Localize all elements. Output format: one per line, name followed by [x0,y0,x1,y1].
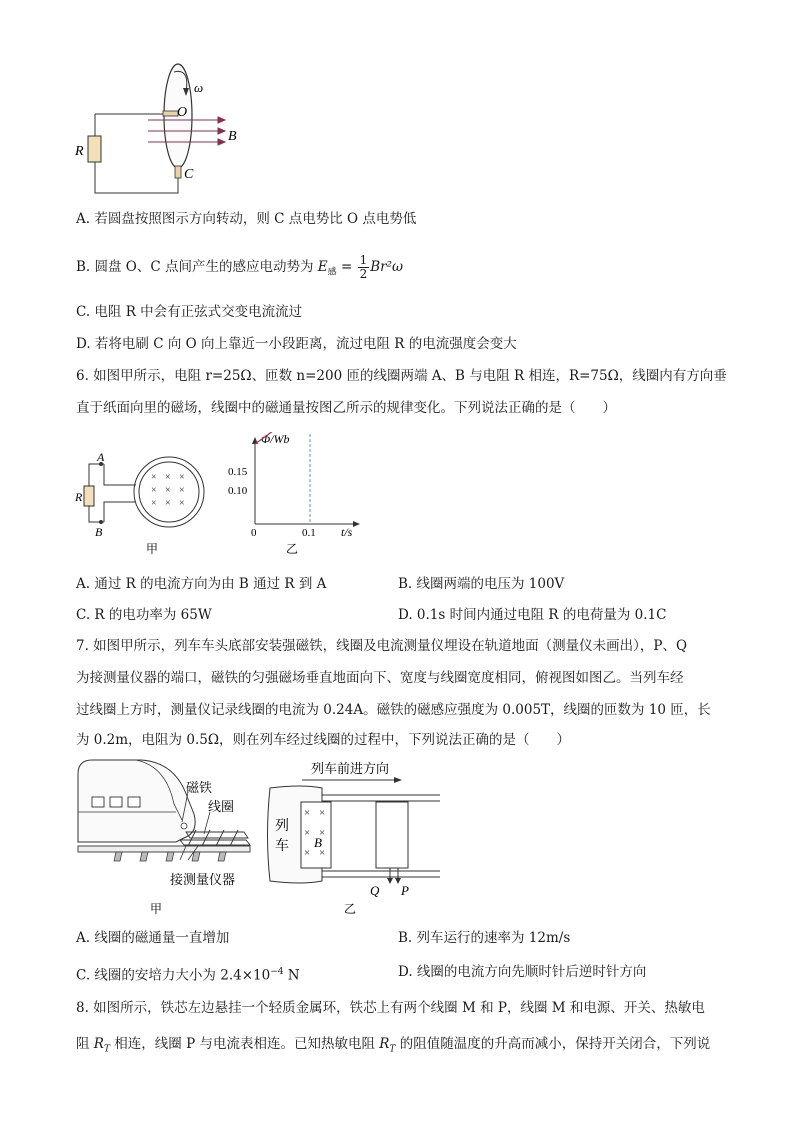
field-cross-mark: × [179,498,185,509]
magnet-label: 磁铁 [186,780,213,795]
q7-option-d: D. 线圈的电流方向先顺时针后逆时针方向 [398,964,647,980]
terminal-a-label: A [97,452,105,464]
y-tick-label: 0.10 [228,485,248,497]
resistor-r-label: R [75,144,84,159]
q8-stem-line-1: 8. 如图所示，铁芯左边悬挂一个轻质金属环，铁芯上有两个线圈 M 和 P，线圈 M 和电源、开关、热敏电 [76,1000,705,1016]
origin-label: 0 [251,527,257,539]
thermistor-symbol: R [93,1036,104,1052]
terminal-b-label: B [95,525,103,539]
field-cross-mark: × [165,498,171,509]
q8-stem-prefix: 阻 [76,1036,94,1052]
q8-stem-middle: 相连，线圈 P 与电流表相连。已知热敏电阻 [109,1036,380,1052]
thermistor-subscript: T [103,1044,110,1055]
figure-caption-jia: 甲 [146,542,159,556]
field-cross-mark: × [179,472,185,483]
q5-option-b [76,254,403,283]
q7-stem-line-2: 为接测量仪器的端口，磁铁的匀强磁场垂直地面向下、宽度与线圈宽度相同，俯视图如图乙。当列车经 [76,670,684,686]
figure-caption-yi: 乙 [286,542,299,556]
q5-option-b-prefix: B. 圆盘 O、C 点间产生的感应电动势为 [76,259,318,275]
ampere-force-unit: N [283,967,300,984]
point-c-label: C [184,167,194,182]
instrument-label: 接测量仪器 [170,872,236,887]
coil-label: 线圈 [208,799,235,814]
x-axis-label: t/s [341,525,353,539]
q8-stem-suffix: 的阻值随温度的升高而减小，保持开关闭合，下列说 [395,1036,711,1052]
figure-caption-jia: 甲 [150,902,163,916]
q7-stem-line-4: 为 0.2m，电阻为 0.5Ω，则在列车经过线圈的过程中，下列说法正确的是（ ） [76,732,571,748]
omega-label: ω [194,80,204,95]
terminal-q-label: Q [370,883,380,898]
x-tick-label: 0.1 [302,527,316,539]
figure-q5-disk-generator [70,58,260,203]
field-b-label: B [228,129,237,144]
terminal-p-label: P [401,883,409,898]
resistor-r-label: R [75,490,83,504]
field-cross-mark: × [151,472,157,483]
emf-subscript: 感 [327,267,337,278]
figure-q6-flux-graph [225,432,365,562]
field-cross-mark: × [179,485,185,496]
thermistor-symbol: R [379,1036,390,1052]
q7-stem-line-1: 7. 如图甲所示，列车车头底部安装强磁铁，线圈及电流测量仪埋设在轨道地面（测量仪未画出），P、Q [76,638,688,654]
emf-symbol: E [317,259,328,275]
ampere-force-value: 2.4×10 [220,967,271,984]
thermistor-subscript: T [389,1044,396,1055]
fraction-numerator: 1 [359,253,368,267]
train-label-1: 列 [275,819,289,834]
field-cross-mark: × [319,827,326,839]
figure-q6-coil-circuit [74,452,224,562]
q6-option-d: D. 0.1s 时间内通过电阻 R 的电荷量为 0.1C [398,607,667,623]
fraction-half [358,254,370,281]
q6-option-b: B. 线圈两端的电压为 100V [398,576,565,592]
field-b-label: B [314,835,322,850]
figure-q7-top-view [262,754,452,916]
q5-option-d: D. 若将电刷 C 向 O 向上靠近一小段距离，流过电阻 R 的电流强度会变大 [76,336,517,352]
y-tick-label: 0.15 [228,466,248,478]
direction-label: 列车前进方向 [311,761,390,776]
q6-option-c: C. R 的电功率为 65W [76,607,212,623]
q6-option-a: A. 通过 R 的电流方向为由 B 通过 R 到 A [76,576,327,592]
field-cross-mark: × [165,485,171,496]
ampere-force-exponent: −4 [270,967,284,977]
q7-stem-line-3: 过线圈上方时，测量仪记录线圈的电流为 0.24A。磁铁的磁感应强度为 0.005T，线圈的匝数为 10 匝，长 [76,702,711,718]
q7-option-c-prefix: C. 线圈的安培力大小为 [76,967,221,984]
field-cross-mark: × [165,472,171,483]
point-o-label: O [177,105,188,120]
field-cross-mark: × [151,498,157,509]
field-cross-mark: × [304,847,311,859]
q7-option-b: B. 列车运行的速率为 12m/s [398,930,571,946]
q8-stem-line-2 [76,1034,710,1060]
figure-q7-train-side-view [76,754,256,916]
equals-sign: = [336,259,357,275]
fraction-denominator: 2 [359,267,368,281]
figure-caption-yi: 乙 [344,902,357,916]
q5-option-c: C. 电阻 R 中会有正弦式交变电流流过 [76,304,303,320]
train-label-2: 车 [275,839,289,854]
field-cross-mark: × [304,827,311,839]
field-cross-mark: × [151,485,157,496]
q6-stem-line-2: 直于纸面向里的磁场，线圈中的磁通量按图乙所示的规律变化。下列说法正确的是（ ） [76,400,616,416]
q5-option-a: A. 若圆盘按照图示方向转动，则 C 点电势比 O 点电势低 [76,211,417,227]
q5-option-b-formula: Br²ω [370,259,403,275]
field-cross-mark: × [319,807,326,819]
x-axis-arrow [353,521,360,527]
field-cross-mark: × [319,847,326,859]
q7-option-c [76,962,300,986]
y-axis-label: Φ/Wb [261,432,290,446]
field-cross-mark: × [304,807,311,819]
q7-option-a: A. 线圈的磁通量一直增加 [76,930,230,946]
q6-stem-line-1: 6. 如图甲所示，电阻 r=25Ω、匝数 n=200 匝的线圈两端 A、B 与电阻 R 相连，R=75Ω，线圈内有方向垂 [76,368,727,384]
